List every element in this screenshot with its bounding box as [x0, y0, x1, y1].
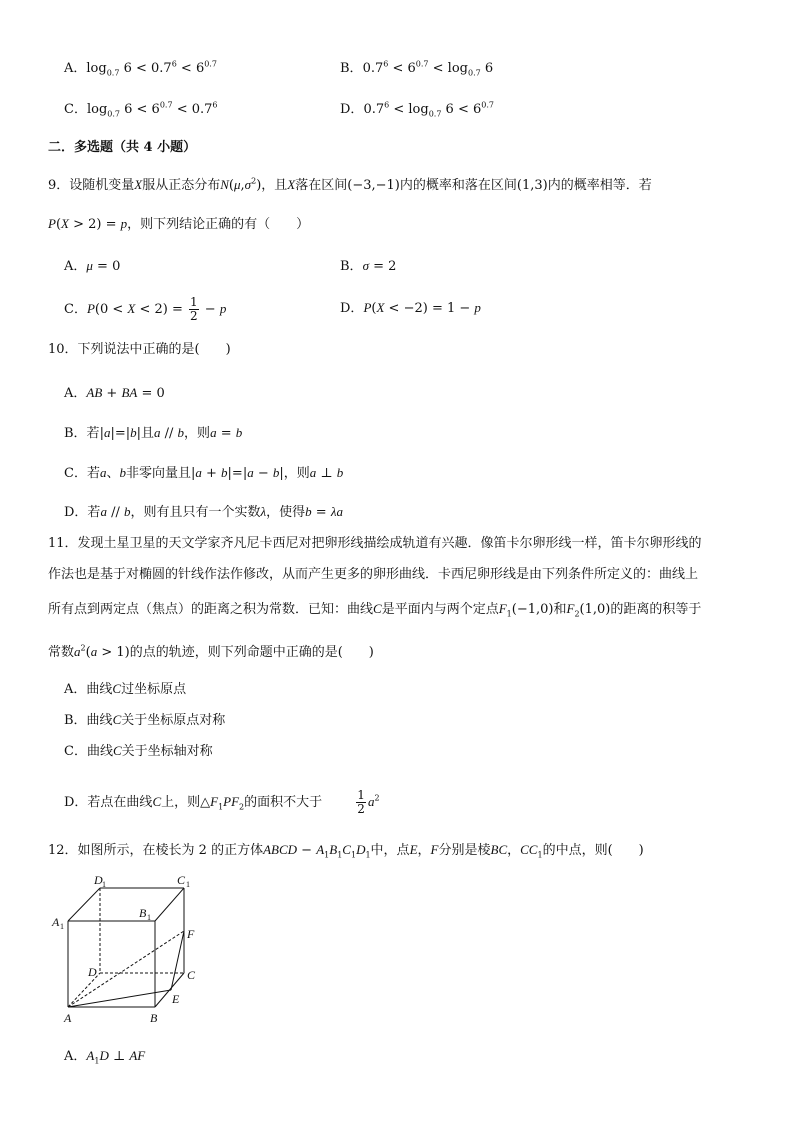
q8-option-c: C．$\log_{0.7} 6 < 6^{0.7} < 0.7^6$	[64, 100, 218, 119]
svg-text:1: 1	[102, 880, 106, 889]
q9-option-c: C．P(0 < X < 2) = $\frac{1}{2}$ − p	[64, 295, 227, 323]
option-label: A．	[64, 61, 87, 76]
q8-option-b: B．$0.7^6 < 6^{0.7} < \log_{0.7} 6$	[340, 59, 494, 78]
svg-text:1: 1	[186, 880, 190, 889]
q11-stem-line4: 常数$a^2(a > 1)$的点的轨迹，则下列命题中正确的是( )	[48, 643, 374, 660]
q11-option-b: B．曲线C关于坐标原点对称	[64, 712, 226, 728]
option-label: B．	[340, 61, 363, 76]
q11-stem-line3: 所有点到两定点（焦点）的距离之积为常数．已知：曲线C是平面内与两个定点$F_1(-1,0)$和$F_2(1,0)$的距离的积等于	[48, 601, 702, 619]
label-c: C	[187, 968, 196, 982]
edge-b1c1	[155, 888, 184, 921]
label-c1: C	[177, 873, 186, 887]
q10-option-a: A．AB + BA = 0	[64, 385, 165, 401]
q9-option-a: A．μ = 0	[64, 258, 121, 274]
q9-stem-line1: 9．设随机变量X服从正态分布$N(\mu,\sigma^2)$，且X落在区间(−3,−1)内的概率和落在区间(1,3)内的概率相等．若	[48, 176, 652, 193]
q11-stem-line1: 11．发现土星卫星的天文学家齐凡尼卡西尼对把卵形线描绘成轨道有兴趣．像笛卡尔卵形线一样，笛卡尔卵形线的	[48, 536, 702, 551]
label-f: F	[187, 927, 195, 941]
q9-option-b: B．σ = 2	[340, 258, 397, 274]
q9-option-d: D．P(X < −2) = 1 − p	[340, 300, 481, 316]
q10-option-d: D．若a // b，则有且只有一个实数λ，使得b = λa	[64, 504, 343, 520]
q12-stem: 12．如图所示，在棱长为 2 的正方体ABCD − $A_1B_1C_1D_1$中，点E，F分别是棱BC，$CC_1$的中点，则( )	[48, 842, 644, 860]
q8-option-d: D．$0.7^6 < \log_{0.7} 6 < 6^{0.7}$	[340, 100, 494, 119]
label-a: A	[64, 1011, 72, 1025]
q8-option-a: A．$\log_{0.7} 6 < 0.7^6 < 6^{0.7}$	[64, 59, 217, 78]
svg-text:1: 1	[60, 922, 64, 931]
option-label: D．	[340, 102, 364, 117]
label-e: E	[172, 992, 180, 1006]
option-label: C．	[64, 102, 87, 117]
q12-option-a: A．$A_1D$ ⊥ AF	[64, 1048, 146, 1066]
q10-option-c: C．若a、b非零向量且|a + b|=|a − b|，则a ⊥ b	[64, 465, 344, 481]
q9-stem-line2: P(X > 2) = p，则下列结论正确的有（ ）	[48, 216, 310, 232]
label-b: B	[150, 1011, 158, 1025]
q10-option-b: B．若|a|=|b|且a // b，则a = b	[64, 425, 243, 441]
q11-option-a: A．曲线C过坐标原点	[64, 681, 187, 697]
label-d: D	[88, 965, 97, 979]
q10-stem: 10．下列说法中正确的是( )	[48, 342, 231, 357]
q11-stem-line2: 作法也是基于对椭圆的针线作法作修改，从而产生更多的卵形曲线．卡西尼卵形线是由下列条件所定义的：曲线上	[48, 567, 699, 582]
q11-option-d: D．若点在曲线C上，则$\triangle F_1PF_2$的面积不大于 $\frac{1}{2}$ $a^2$	[64, 788, 380, 816]
segment-ae	[68, 990, 171, 1007]
segment-af	[68, 931, 184, 1007]
section-title: 二．多选题（共 4 小题）	[48, 140, 197, 155]
label-a1: A	[52, 915, 60, 929]
q11-option-c: C．曲线C关于坐标轴对称	[64, 743, 213, 759]
edge-a1d1	[68, 888, 100, 921]
label-b1: B	[139, 906, 147, 920]
cube-figure	[44, 872, 214, 1032]
svg-text:1: 1	[147, 913, 151, 922]
label-d1: D	[94, 873, 103, 887]
